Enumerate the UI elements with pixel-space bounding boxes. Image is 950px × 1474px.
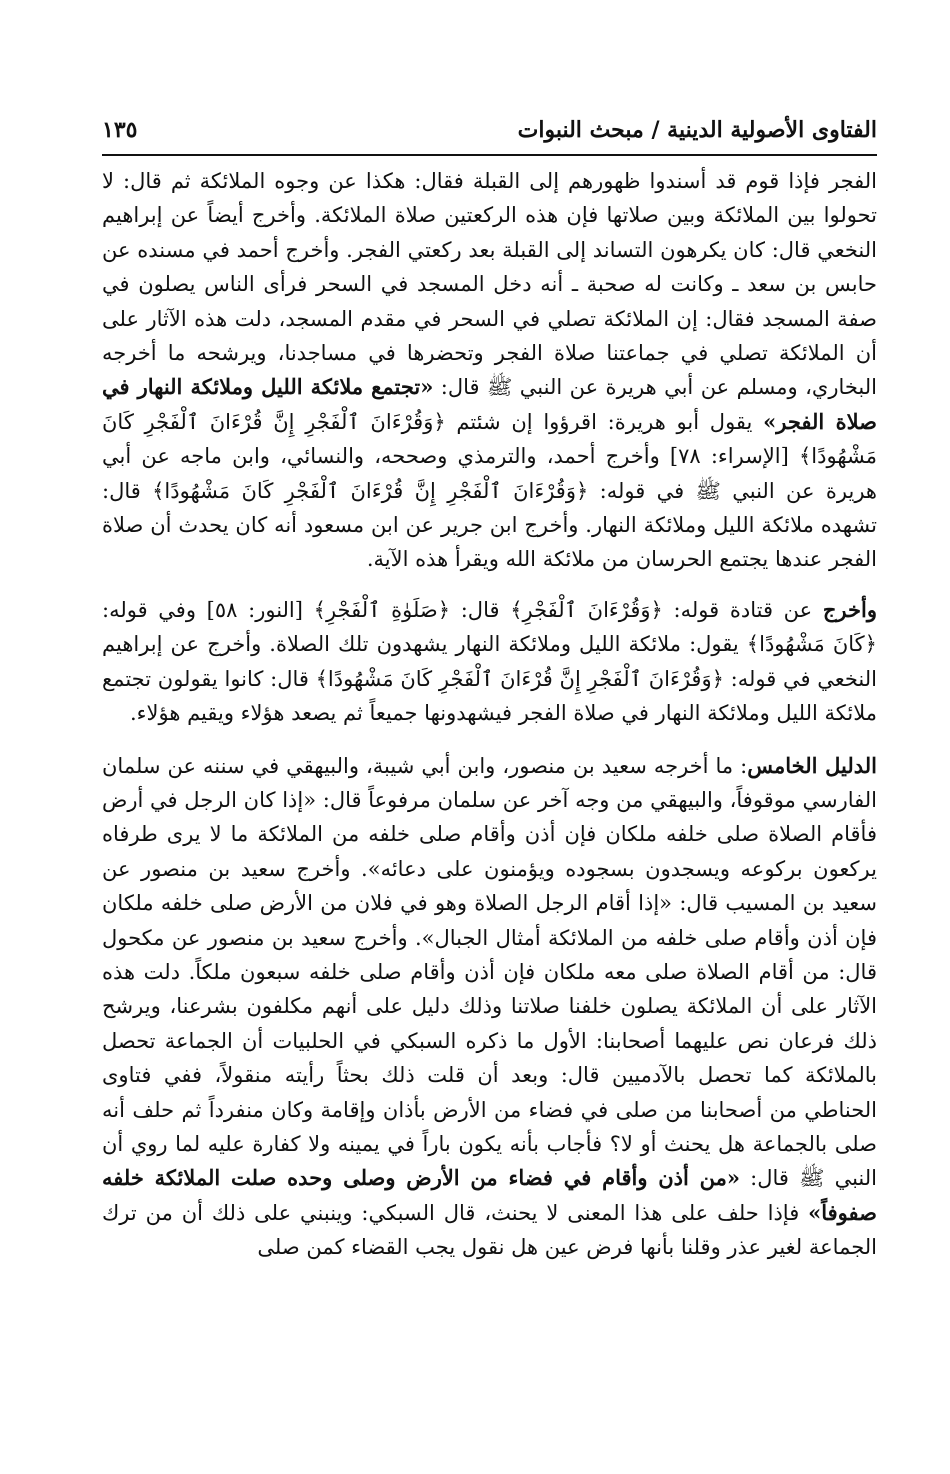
paragraph-1-text-b: يقول أبو هريرة: اقرؤوا إن شئتم ﴿وَقُرْءَانَ ٱلْفَجْرِ إِنَّ قُرْءَانَ ٱلْفَجْرِ كَانَ مَشْهُودًا﴾ [الإسراء: ٧٨] وأخرج أحمد، والترمذي وصححه، والنسائي، وابن ماجه عن أبي هريرة عن النبي ﷺ في قوله: ﴿وَقُرْءَانَ ٱلْفَجْرِ إِنَّ قُرْءَانَ ٱلْفَجْرِ كَانَ مَشْهُودًا﴾ قال: تشهده ملائكة الليل وملائكة النهار. وأخرج ابن جرير عن ابن مسعود أنه كان يحدث أن صلاة الفجر عندها يجتمع الحرسان من ملائكة الله ويقرأ هذه الآية. <box>102 409 877 572</box>
paragraph-1-text-a: الفجر فإذا قوم قد أسندوا ظهورهم إلى القبلة فقال: هكذا عن وجوه الملائكة ثم قال: لا تحولوا بين الملائكة وبين صلاتها فإن هذه الركعتين صلاة الملائكة. وأخرج أيضاً عن إبراهيم النخعي قال: كان يكرهون التساند إلى القبلة بعد ركعتي الفجر. وأخرج أحمد في مسنده عن حابس بن سعد ـ وكانت له صحبة ـ أنه دخل المسجد في السحر فرأى الناس يصلون في صفة المسجد فقال: إن الملائكة تصلي في السحر في مقدم المسجد، دلت هذه الآثار على أن الملائكة تصلي في جماعتنا صلاة الفجر وتحضرها في مساجدنا، ويرشحه ما أخرجه البخاري، ومسلم عن أبي هريرة عن النبي ﷺ قال: <box>102 169 877 400</box>
paragraph-1 <box>102 164 877 577</box>
page-body <box>102 164 877 1265</box>
paragraph-2-lead-bold: وأخرج <box>822 596 877 622</box>
paragraph-3-heading-bold: الدليل الخامس <box>747 752 878 778</box>
paragraph-2 <box>102 593 877 731</box>
page-number: ١٣٥ <box>102 117 138 143</box>
paragraph-2-text: عن قتادة قوله: ﴿وَقُرْءَانَ ٱلْفَجْرِ﴾ قال: ﴿صَلَوٰةِ ٱلْفَجْرِ﴾ [النور: ٥٨] وفي قوله: ﴿كَانَ مَشْهُودًا﴾ يقول: ملائكة الليل وملائكة النهار يشهدون تلك الصلاة. وأخرج عن إبراهيم النخعي في قوله: ﴿وَقُرْءَانَ ٱلْفَجْرِ إِنَّ قُرْءَانَ ٱلْفَجْرِ كَانَ مَشْهُودًا﴾ قال: كانوا يقولون تجتمع ملائكة الليل وملائكة النهار في صلاة الفجر فيشهدونها جميعاً ثم يصعد هؤلاء ويقيم هؤلاء. <box>102 597 877 726</box>
paragraph-3 <box>102 749 877 1265</box>
paragraph-1-hadith-bold: «تجتمع ملائكة الليل وملائكة النهار في صلاة الفجر» <box>102 374 877 434</box>
paragraph-3-text-b: فإذا حلف على هذا المعنى لا يحنث، قال السبكي: وينبني على ذلك أن من ترك الجماعة لغير عذر وقلنا بأنها فرض عين هل نقول يجب القضاء كمن صلى <box>102 1200 877 1260</box>
header-rule <box>102 154 877 156</box>
paragraph-3-hadith-bold: «من أذن وأقام في فضاء من الأرض وصلى وحده صلت الملائكة خلفه صفوفاً» <box>102 1165 877 1225</box>
page-header <box>102 108 877 152</box>
running-title: الفتاوى الأصولية الدينية / مبحث النبوات <box>517 117 877 143</box>
paragraph-3-text-a: : ما أخرجه سعيد بن منصور، وابن أبي شيبة، والبيهقي في سننه عن سلمان الفارسي موقوفاً، والبيهقي من وجه آخر عن سلمان مرفوعاً قال: «إذا كان الرجل في أرض فأقام الصلاة صلى خلفه ملكان فإن أذن وأقام صلى خلفه من الملائكة ما لا يرى طرفاه يركعون بركوعه ويسجدون بسجوده ويؤمنون على دعائه». وأخرج سعيد بن منصور عن سعيد بن المسيب قال: «إذا أقام الرجل الصلاة وهو في فلان من الأرض صلى خلفه ملكان فإن أذن وأقام صلى خلفه من الملائكة أمثال الجبال». وأخرج سعيد بن منصور عن مكحول قال: من أقام الصلاة صلى معه ملكان فإن أذن وأقام صلى خلفه سبعون ملكاً. دلت هذه الآثار على أن الملائكة يصلون خلفنا صلاتنا وذلك دليل على أنهم مكلفون بشرعنا، ويرشح ذلك فرعان نص عليهما أصحابنا: الأول ما ذكره السبكي في الحلبيات أن الجماعة تحصل بالملائكة كما تحصل بالآدميين قال: وبعد أن قلت ذلك بحثاً رأيته منقولاً، ففي فتاوى الحناطي من أصحابنا من صلى في فضاء من الأرض بأذان وإقامة وكان منفرداً ثم حلف أنه صلى بالجماعة هل يحنث أو لا؟ فأجاب بأنه يكون باراً في يمينه ولا كفارة عليه لما روي أن النبي ﷺ قال: <box>102 753 877 1191</box>
